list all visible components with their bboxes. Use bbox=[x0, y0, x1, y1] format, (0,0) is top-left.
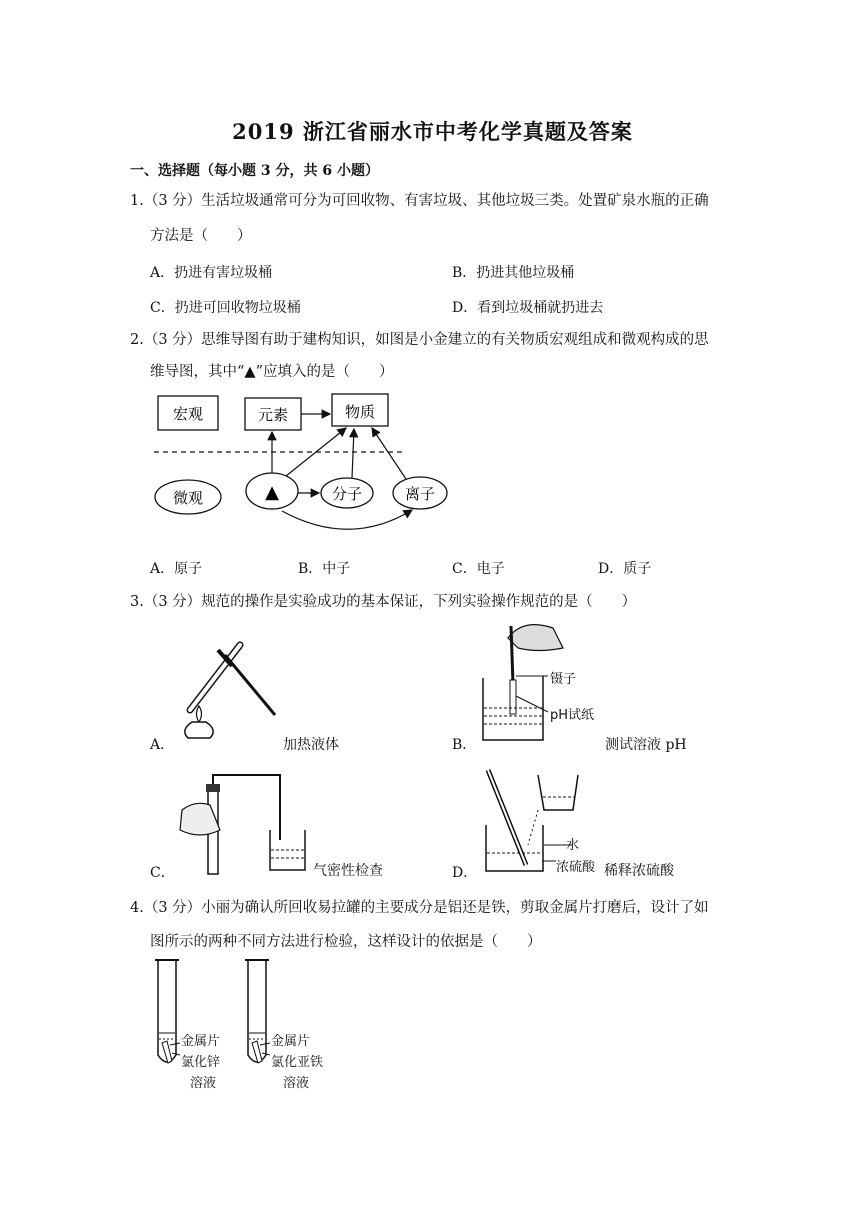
element-label: 元素 bbox=[257, 406, 289, 424]
q3-option-c-caption: 气密性检查 bbox=[313, 863, 383, 879]
q1-option-d[interactable]: D．看到垃圾桶就扔进去 bbox=[452, 300, 604, 316]
arrow-molecule-substance bbox=[352, 429, 354, 478]
q1-option-a[interactable]: A．扔进有害垃圾桶 bbox=[150, 265, 273, 281]
q4-tube1-solution-label2: 溶液 bbox=[190, 1076, 217, 1091]
q3-option-a-letter[interactable]: A． bbox=[150, 737, 175, 753]
q1-option-b[interactable]: B．扔进其他垃圾桶 bbox=[452, 265, 575, 281]
flame bbox=[197, 706, 202, 722]
metal-piece-1 bbox=[162, 1041, 172, 1063]
q3-heating-figure bbox=[170, 630, 290, 750]
q2-option-a[interactable]: A．原子 bbox=[150, 561, 203, 577]
q3-option-d-letter[interactable]: D． bbox=[452, 865, 478, 881]
q4-tube2-metal-label: 金属片 bbox=[271, 1034, 311, 1049]
q4-tube2-solution-label2: 溶液 bbox=[283, 1076, 310, 1091]
alcohol-lamp bbox=[185, 722, 213, 738]
q2-stem-line2: 维导图，其中“▲”应填入的是（ ） bbox=[150, 364, 394, 380]
q4-stem-line1: 4.（3 分）小丽为确认所回收易拉罐的主要成分是铝还是铁，剪取金属片打磨后，设计了如 bbox=[130, 900, 709, 916]
q2-option-c[interactable]: C．电子 bbox=[452, 561, 505, 577]
stopper bbox=[206, 784, 220, 792]
q2-stem-line1: 2.（3 分）思维导图有助于建构知识，如图是小金建立的有关物质宏观组成和微观构成的思 bbox=[130, 332, 709, 348]
q3-airtight-figure bbox=[170, 770, 320, 880]
ph-paper bbox=[510, 680, 516, 714]
hand-icon bbox=[180, 803, 220, 835]
q3-water-label: 水 bbox=[566, 838, 580, 853]
arrow-triangle-ion bbox=[282, 510, 412, 529]
q3-tweezers-label: 镊子 bbox=[550, 672, 577, 687]
pouring-beaker bbox=[538, 775, 578, 810]
q3-option-a-caption: 加热液体 bbox=[283, 737, 339, 753]
q3-stem: 3.（3 分）规范的操作是实验成功的基本保证，下列实验操作规范的是（ ） bbox=[130, 594, 637, 610]
arrow-ion-substance bbox=[372, 428, 406, 479]
q1-stem-line2: 方法是（ ） bbox=[150, 228, 252, 244]
q4-tube2-solution-label: 氯化亚铁 bbox=[271, 1055, 324, 1070]
q1-stem-line1: 1.（3 分）生活垃圾通常可分为可回收物、有害垃圾、其他垃圾三类。处置矿泉水瓶的正确 bbox=[130, 193, 709, 209]
molecule-label: 分子 bbox=[331, 485, 363, 503]
triangle-label: ▲ bbox=[265, 482, 279, 503]
q4-tube1-solution-label: 氯化锌 bbox=[181, 1055, 221, 1070]
q4-tube1-metal-label: 金属片 bbox=[181, 1034, 221, 1049]
q2-option-b[interactable]: B．中子 bbox=[298, 561, 351, 577]
q3-ph-paper-label: pH试纸 bbox=[550, 708, 595, 723]
ion-label: 离子 bbox=[404, 485, 436, 503]
q3-option-b-letter[interactable]: B． bbox=[452, 737, 477, 753]
q4-test-tubes-figure bbox=[150, 955, 340, 1095]
q3-option-b-caption: 测试溶液 pH bbox=[605, 737, 687, 753]
macro-label: 宏观 bbox=[172, 405, 204, 423]
hand-icon bbox=[508, 625, 563, 651]
q3-acid-label: 浓硫酸 bbox=[556, 860, 596, 875]
q3-option-d-caption: 稀释浓硫酸 bbox=[604, 863, 674, 879]
section-heading: 一、选择题（每小题 3 分，共 6 小题） bbox=[130, 163, 379, 179]
q3-option-c-letter[interactable]: C． bbox=[150, 865, 175, 881]
micro-label: 微观 bbox=[172, 489, 204, 507]
q2-mind-map bbox=[150, 390, 470, 550]
metal-piece-2 bbox=[252, 1041, 262, 1063]
q1-option-c[interactable]: C．扔进可回收物垃圾桶 bbox=[150, 300, 301, 316]
substance-label: 物质 bbox=[344, 403, 376, 421]
page-title: 2019 浙江省丽水市中考化学真题及答案 bbox=[232, 119, 633, 144]
q4-stem-line2: 图所示的两种不同方法进行检验，这样设计的依据是（ ） bbox=[150, 934, 542, 950]
q2-option-d[interactable]: D．质子 bbox=[598, 561, 652, 577]
